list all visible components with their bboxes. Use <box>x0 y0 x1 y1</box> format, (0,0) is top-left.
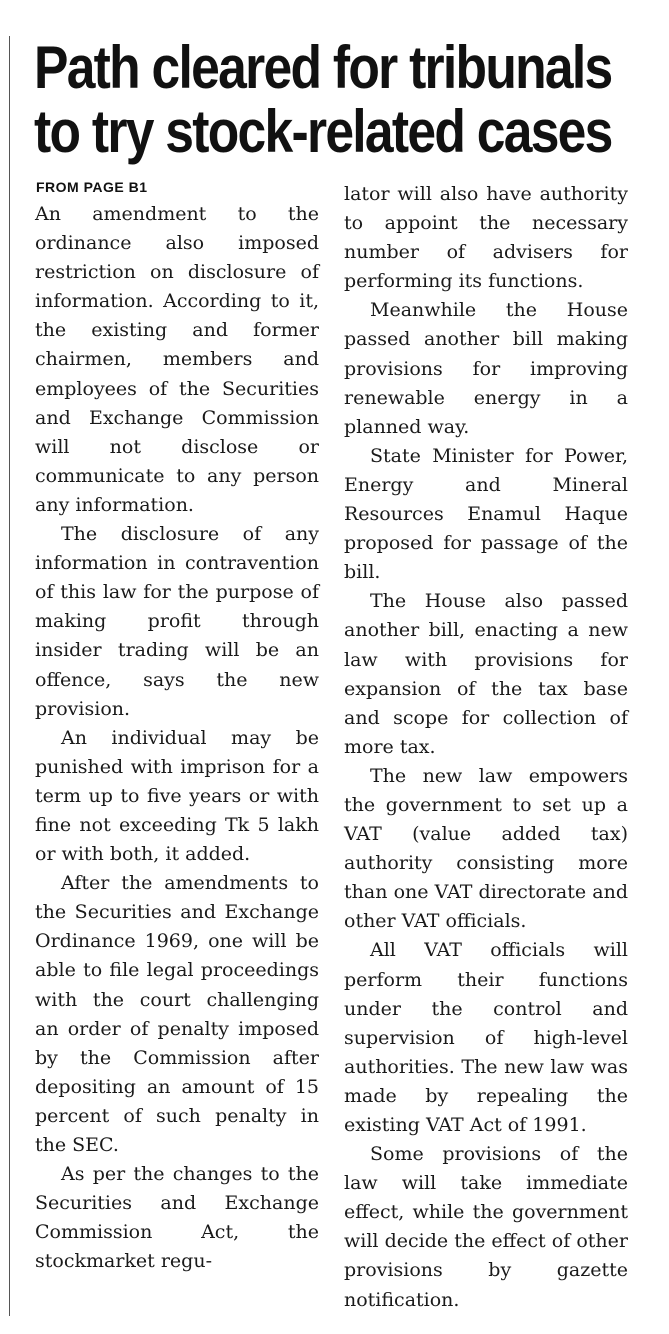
column-rule <box>9 36 10 1316</box>
paragraph: Some provisions of the law will take immediate effect, while the government will decide the effect of other provisions by gazette notification. <box>344 1143 628 1311</box>
paragraph: Meanwhile the House passed another bill making provisions for improving renewable energy in a planned way. <box>344 299 628 438</box>
paragraph: lator will also have authority to appoint the necessary number of advisers for performing its functions. <box>344 183 628 293</box>
paragraph: State Minister for Power, Energy and Mineral Resources Enamul Haque proposed for passage of the bill. <box>344 444 628 584</box>
headline <box>34 34 612 165</box>
left-column <box>35 200 319 1276</box>
paragraph: All VAT officials will perform their functions under the control and supervision of high-level authorities. The new law was made by repealing the existing VAT Act of 1991. <box>344 939 628 1136</box>
paragraph: An amendment to the ordinance also imposed restriction on disclosure of information. According to it, the existing and former chairmen, members and employees of the Securities and Exchange Commission will not disclose or communicate to any person any information. <box>35 203 319 516</box>
headline-line-2: to try stock-related cases <box>34 98 612 165</box>
paragraph: The House also passed another bill, enacting a new law with provisions for expansion of the tax base and scope for collection of more tax. <box>344 590 628 758</box>
paragraph: An individual may be punished with imprison for a term up to five years or with fine not exceeding Tk 5 lakh or with both, it added. <box>35 726 319 866</box>
headline-line-1: Path cleared for tribunals <box>34 34 612 101</box>
paragraph: After the amendments to the Securities and Exchange Ordinance 1969, one will be able to file legal proceedings with the court challenging an order of penalty imposed by the Commission after depositing an amount of 15 percent of such penalty in the SEC. <box>35 872 319 1156</box>
paragraph: The new law empowers the government to set up a VAT (value added tax) authority consisting more than one VAT directorate and other VAT officials. <box>344 764 628 933</box>
right-column <box>344 180 628 1315</box>
paragraph: As per the changes to the Securities and Exchange Commission Act, the stockmarket regu- <box>35 1163 319 1273</box>
continuation-kicker: FROM PAGE B1 <box>36 179 148 195</box>
paragraph: The disclosure of any information in contravention of this law for the purpose of making profit through insider trading will be an offence, says the new provision. <box>35 523 319 720</box>
